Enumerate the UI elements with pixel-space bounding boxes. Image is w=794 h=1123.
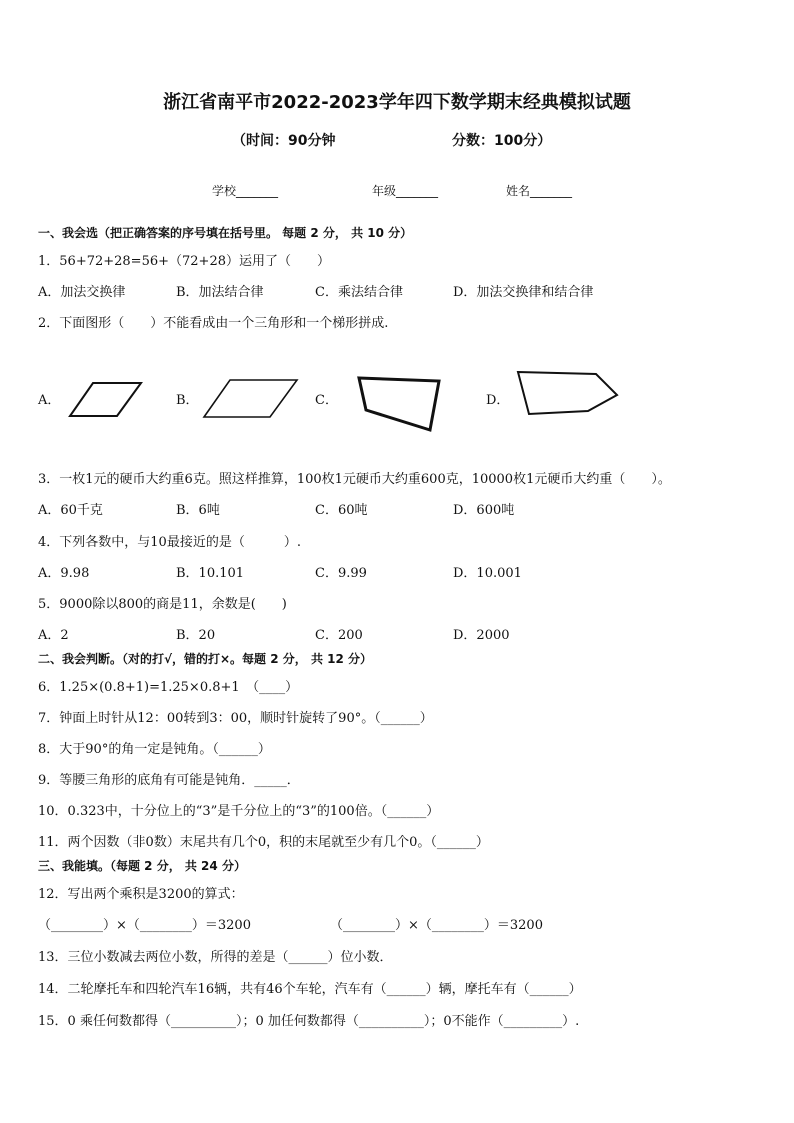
q4-option-c: C．9.99 [315,566,367,581]
q2-shape-c-quadrilateral [352,372,444,436]
q12-blank-b: （________）×（________）＝3200 [330,918,543,933]
page-title: 浙江省南平市2022-2023学年四下数学期末经典模拟试题 [163,92,631,113]
q2-label-a: A． [38,393,61,408]
question-14: 14．二轮摩托车和四轮汽车16辆，共有46个车轮，汽车有（______）辆，摩托车有（______） [38,982,582,997]
q2-label-c: C． [315,393,338,408]
question-15: 15．0 乘任何数都得（__________）；0 加任何数都得（__________）；0不能作（_________）. [38,1014,580,1029]
question-3: 3．一枚1元的硬币大约重6克。照这样推算，100枚1元硬币大约重600克，10000枚1元硬币大约重（ ）。 [38,472,671,487]
question-7: 7．钟面上时针从12：00转到3：00，顺时针旋转了90°。（______） [38,711,433,726]
question-9: 9．等腰三角形的底角有可能是钝角．_____． [38,773,300,788]
question-2: 2．下面图形（ ）不能看成由一个三角形和一个梯形拼成. [38,316,389,331]
grade-field: 年级_______ [372,184,439,198]
question-4: 4．下列各数中，与10最接近的是（ ）. [38,535,301,550]
q3-option-c: C．60吨 [315,503,368,518]
q1-option-a: A．加法交换律 [38,285,126,300]
question-8: 8．大于90°的角一定是钝角。（______） [38,742,271,757]
section-3-heading: 三、我能填。（每题 2 分， 共 24 分） [38,859,246,873]
q5-option-b: B．20 [176,628,216,643]
question-12: 12．写出两个乘积是3200的算式： [38,887,244,902]
q4-option-b: B．10.101 [176,566,245,581]
q2-shape-d-pentagon [512,366,622,420]
exam-score: 分数：100分） [452,133,552,149]
question-5: 5．9000除以800的商是11，余数是( ) [38,597,287,612]
q12-blank-a: （________）×（________）＝3200 [38,918,251,933]
q1-option-d: D．加法交换律和结合律 [453,285,594,300]
section-1-heading: 一、我会选（把正确答案的序号填在括号里。 每题 2 分， 共 10 分） [38,226,413,240]
q3-option-a: A．60千克 [38,503,103,518]
question-13: 13．三位小数减去两位小数，所得的差是（______）位小数． [38,950,393,965]
q3-option-b: B．6吨 [176,503,220,518]
q2-shape-b-parallelogram [196,374,304,424]
exam-time: （时间：90分钟 [232,133,336,149]
q1-option-b: B．加法结合律 [176,285,264,300]
question-10: 10．0.323中，十分位上的“3”是千分位上的“3”的100倍。（______） [38,804,440,819]
q2-label-b: B． [176,393,199,408]
q3-option-d: D．600吨 [453,503,515,518]
q2-shape-a-parallelogram [64,376,144,422]
question-6: 6．1.25×(0.8+1)=1.25×0.8+1 （____） [38,680,299,695]
q4-option-a: A．9.98 [38,566,90,581]
section-2-heading: 二、我会判断。（对的打√，错的打×。每题 2 分， 共 12 分） [38,652,372,666]
question-11: 11．两个因数（非0数）末尾共有几个0，积的末尾就至少有几个0。（______） [38,835,489,850]
question-1: 1．56+72+28=56+（72+28）运用了（ ） [38,254,330,269]
q5-option-a: A．2 [38,628,69,643]
name-field: 姓名_______ [506,184,573,198]
q5-option-c: C．200 [315,628,363,643]
q4-option-d: D．10.001 [453,566,522,581]
q2-label-d: D． [486,393,510,408]
school-field: 学校_______ [212,184,279,198]
q5-option-d: D．2000 [453,628,510,643]
q1-option-c: C．乘法结合律 [315,285,403,300]
